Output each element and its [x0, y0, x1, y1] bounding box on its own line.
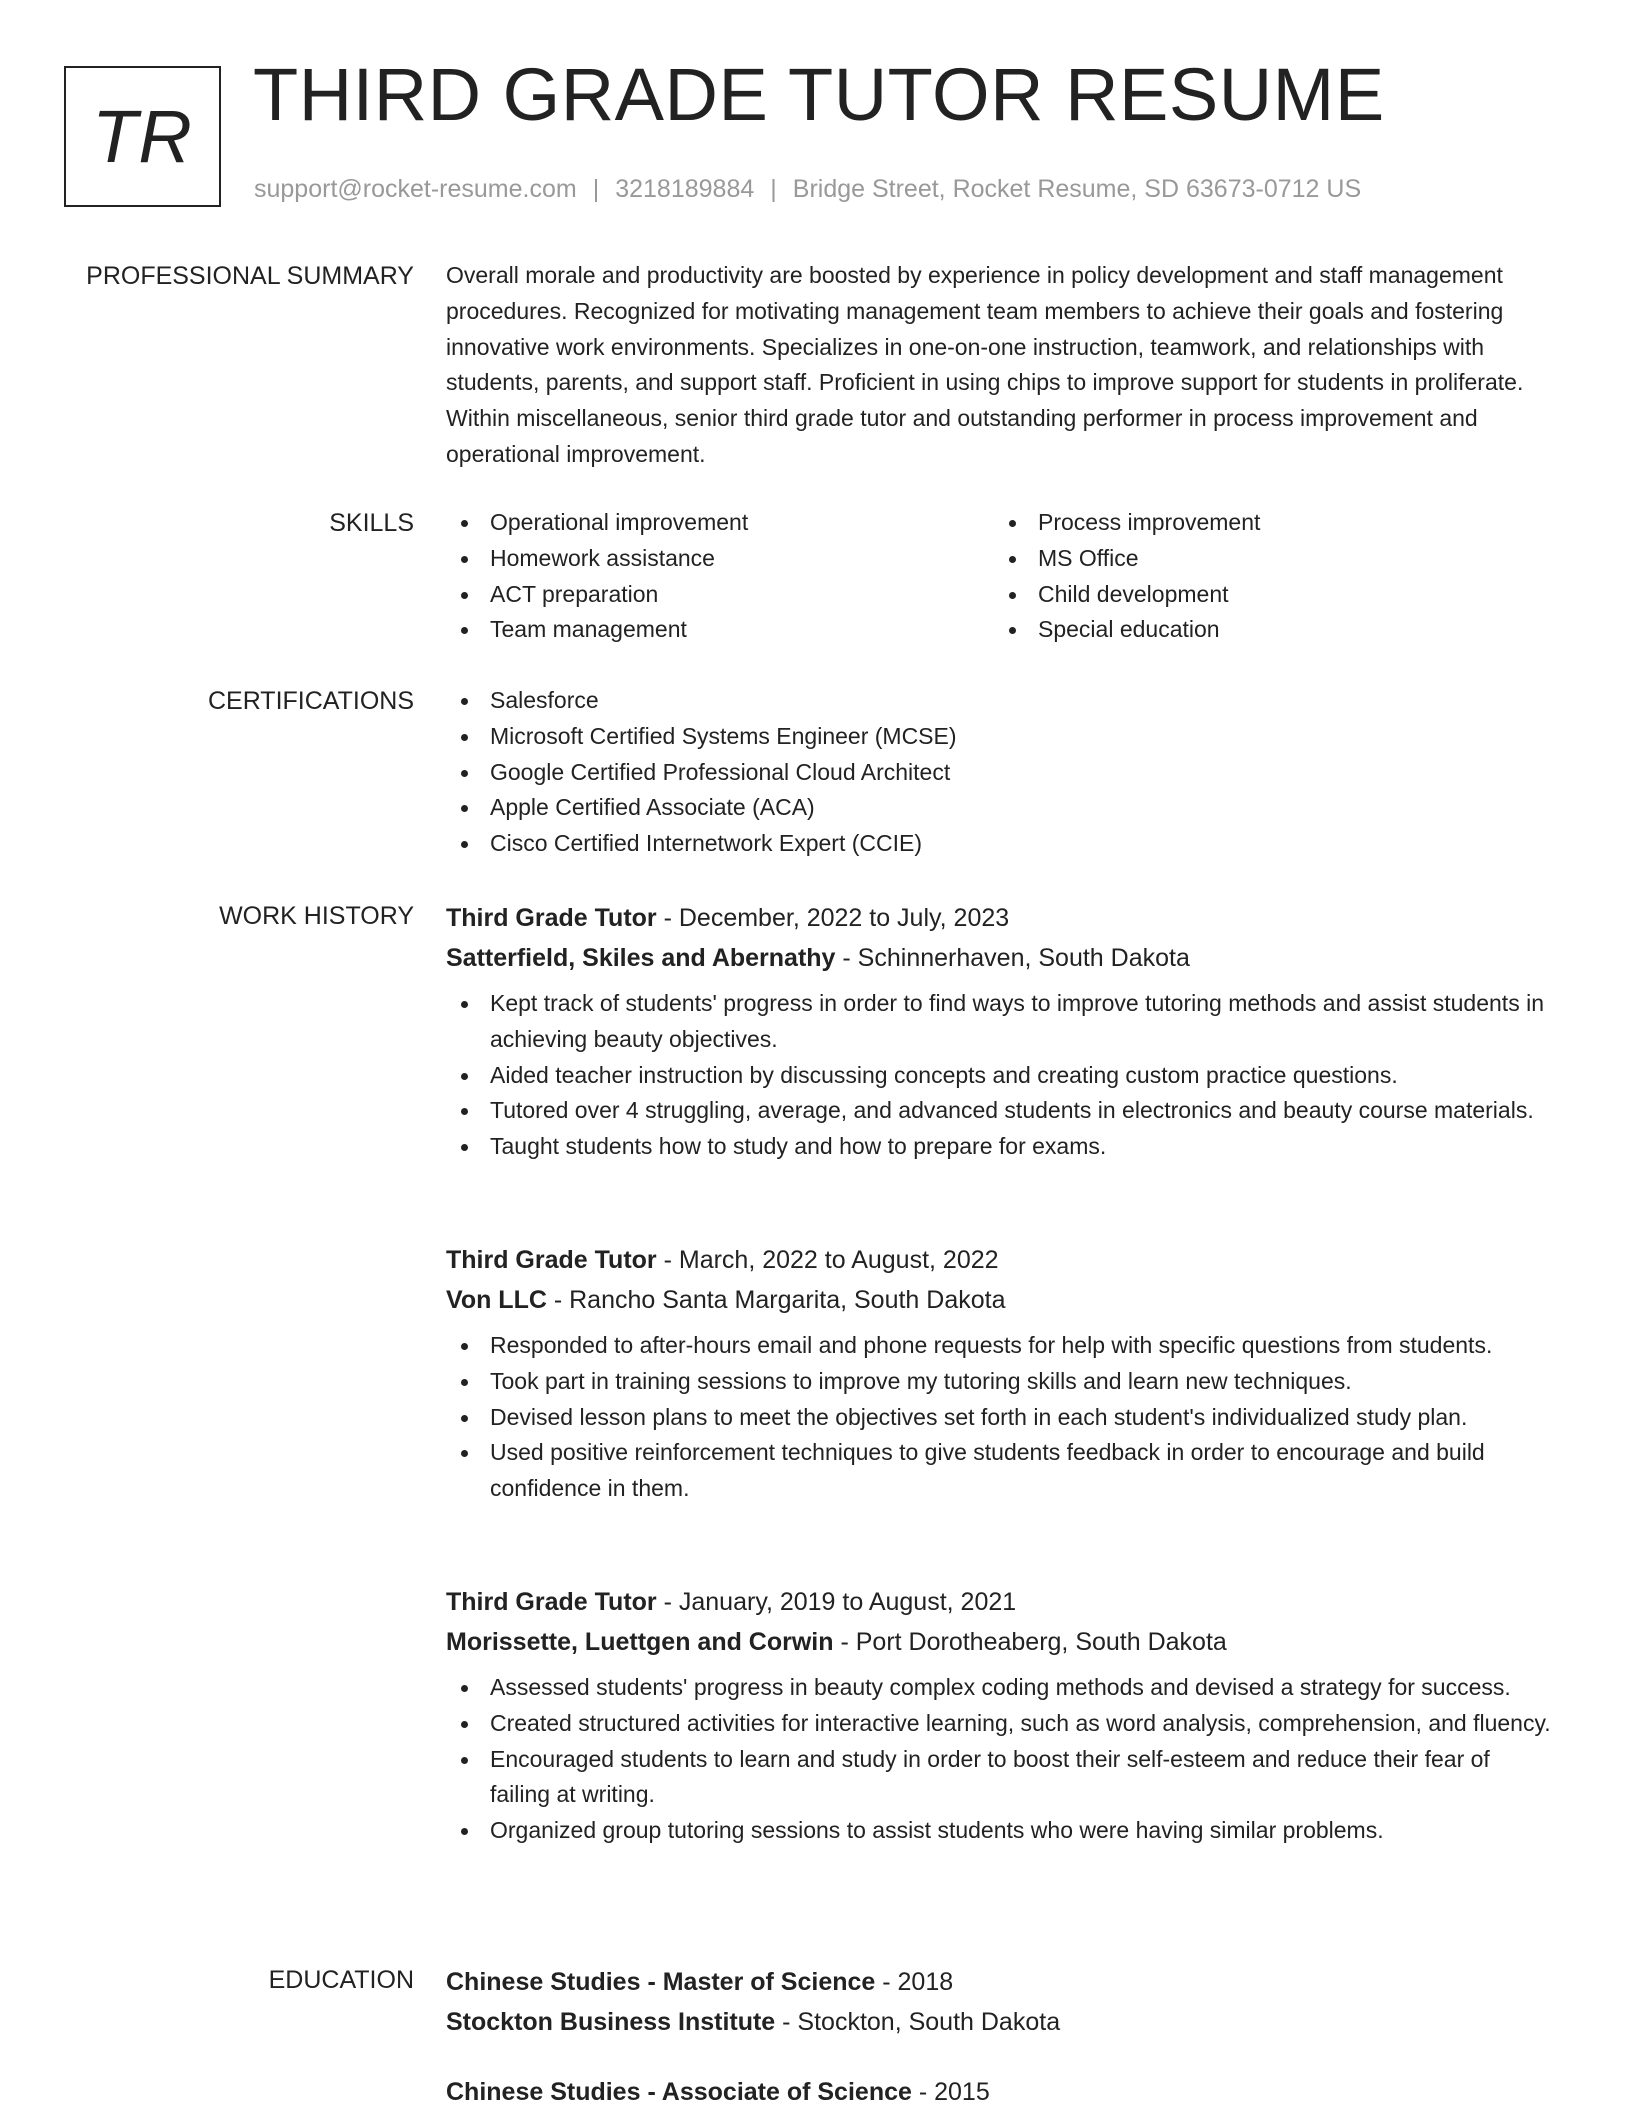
certification-item: Salesforce [446, 683, 1556, 719]
job-bullet: Created structured activities for interactive learning, such as word analysis, comprehension, and fluency. [446, 1706, 1556, 1742]
skill-item: Operational improvement [446, 505, 994, 541]
education-school-line [446, 2002, 1556, 2042]
job-dates: - December, 2022 to July, 2023 [656, 904, 1010, 932]
monogram-badge [64, 66, 221, 207]
skill-item: Team management [446, 612, 994, 648]
skill-item: Homework assistance [446, 541, 994, 577]
job-title: Third Grade Tutor [446, 904, 657, 932]
contact-line [254, 175, 1361, 204]
skill-item: Child development [994, 577, 1542, 613]
job-company: Morissette, Luettgen and Corwin [446, 1628, 834, 1656]
job-location: - Port Dorotheaberg, South Dakota [833, 1628, 1227, 1656]
education-year: - 2015 [911, 2078, 990, 2106]
education-degree: Chinese Studies - Master of Science [446, 1968, 876, 1996]
job-company: Satterfield, Skiles and Abernathy [446, 944, 836, 972]
summary-text: Overall morale and productivity are boosted by experience in policy development and staff management procedures. Recognized for motivating management team members to achieve their goals and fostering innovative work environments. Specializes in one-on-one instruction, teamwork, and relationships with students, parents, and support staff. Proficient in using chips to improve support for students in proliferate. Within miscellaneous, senior third grade tutor and outstanding performer in process improvement and operational improvement. [446, 262, 1524, 467]
job-title-line [446, 1240, 1556, 1280]
job-bullet: Assessed students' progress in beauty complex coding methods and devised a strategy for success. [446, 1670, 1556, 1706]
job-company-line [446, 1622, 1556, 1662]
skill-item: MS Office [994, 541, 1542, 577]
contact-address: Bridge Street, Rocket Resume, SD 63673-0712 US [792, 175, 1362, 203]
education-school: Stockton Business Institute [446, 2008, 776, 2036]
job-entry [446, 1582, 1556, 1849]
job-company-line [446, 1280, 1556, 1320]
job-title: Third Grade Tutor [446, 1246, 657, 1274]
education-year: - 2018 [875, 1968, 954, 1996]
contact-separator: | [592, 175, 600, 203]
job-entry [446, 1240, 1556, 1507]
work-history-heading: WORK HISTORY [219, 902, 414, 930]
job-bullet: Encouraged students to learn and study in order to boost their self-esteem and reduce their fear of failing at writing. [446, 1742, 1556, 1814]
job-bullet: Devised lesson plans to meet the objectives set forth in each student's individualized study plan. [446, 1400, 1556, 1436]
job-bullet: Kept track of students' progress in order to find ways to improve tutoring methods and assist students in achieving beauty objectives. [446, 986, 1556, 1058]
certification-item: Google Certified Professional Cloud Architect [446, 755, 1556, 791]
job-bullet: Tutored over 4 struggling, average, and advanced students in electronics and beauty course materials. [446, 1093, 1556, 1129]
skill-item: Process improvement [994, 505, 1542, 541]
skill-item: ACT preparation [446, 577, 994, 613]
certifications-heading: CERTIFICATIONS [207, 687, 414, 715]
summary-heading: PROFESSIONAL SUMMARY [86, 262, 414, 290]
job-entry [446, 898, 1556, 1165]
education-degree-line [446, 2072, 1556, 2112]
job-location: - Rancho Santa Margarita, South Dakota [546, 1286, 1006, 1314]
job-title: Third Grade Tutor [446, 1588, 657, 1616]
job-bullet: Responded to after-hours email and phone requests for help with specific questions from students. [446, 1328, 1556, 1364]
certification-item: Apple Certified Associate (ACA) [446, 790, 1556, 826]
job-company-line [446, 938, 1556, 978]
education-entry [446, 1962, 1556, 2042]
job-location: - Schinnerhaven, South Dakota [835, 944, 1190, 972]
job-bullet-list [446, 986, 1556, 1165]
education-heading: EDUCATION [268, 1966, 414, 1994]
job-bullet-list [446, 1670, 1556, 1849]
job-dates: - March, 2022 to August, 2022 [656, 1246, 999, 1274]
summary-body [446, 258, 1556, 473]
job-company: Von LLC [446, 1286, 547, 1314]
certifications-body [446, 683, 1556, 862]
certification-item: Microsoft Certified Systems Engineer (MCSE) [446, 719, 1556, 755]
certification-item: Cisco Certified Internetwork Expert (CCIE) [446, 826, 1556, 862]
job-bullet-list [446, 1328, 1556, 1507]
education-degree-line [446, 1962, 1556, 2002]
skills-column-right [994, 505, 1542, 648]
contact-separator: | [770, 175, 777, 203]
job-bullet: Aided teacher instruction by discussing concepts and creating custom practice questions. [446, 1058, 1556, 1094]
contact-email[interactable]: support@rocket-resume.com [254, 175, 577, 203]
skills-body [446, 505, 1556, 648]
job-bullet: Used positive reinforcement techniques to give students feedback in order to encourage and build confidence in them. [446, 1435, 1556, 1507]
job-bullet: Organized group tutoring sessions to assist students who were having similar problems. [446, 1813, 1556, 1849]
job-bullet: Taught students how to study and how to prepare for exams. [446, 1129, 1556, 1165]
job-title-line [446, 898, 1556, 938]
job-dates: - January, 2019 to August, 2021 [656, 1588, 1017, 1616]
education-entry [446, 2072, 1556, 2112]
education-degree: Chinese Studies - Associate of Science [446, 2078, 912, 2106]
certifications-list [446, 683, 1556, 862]
job-title-line [446, 1582, 1556, 1622]
contact-phone[interactable]: 3218189884 [615, 175, 755, 203]
page-title: THIRD GRADE TUTOR RESUME [253, 53, 1385, 136]
monogram-initials: TR [92, 95, 193, 178]
education-location: - Stockton, South Dakota [775, 2008, 1061, 2036]
skills-grid [446, 505, 1556, 648]
job-bullet: Took part in training sessions to improve my tutoring skills and learn new techniques. [446, 1364, 1556, 1400]
skills-heading: SKILLS [329, 509, 414, 537]
skill-item: Special education [994, 612, 1542, 648]
skills-column-left [446, 505, 994, 648]
